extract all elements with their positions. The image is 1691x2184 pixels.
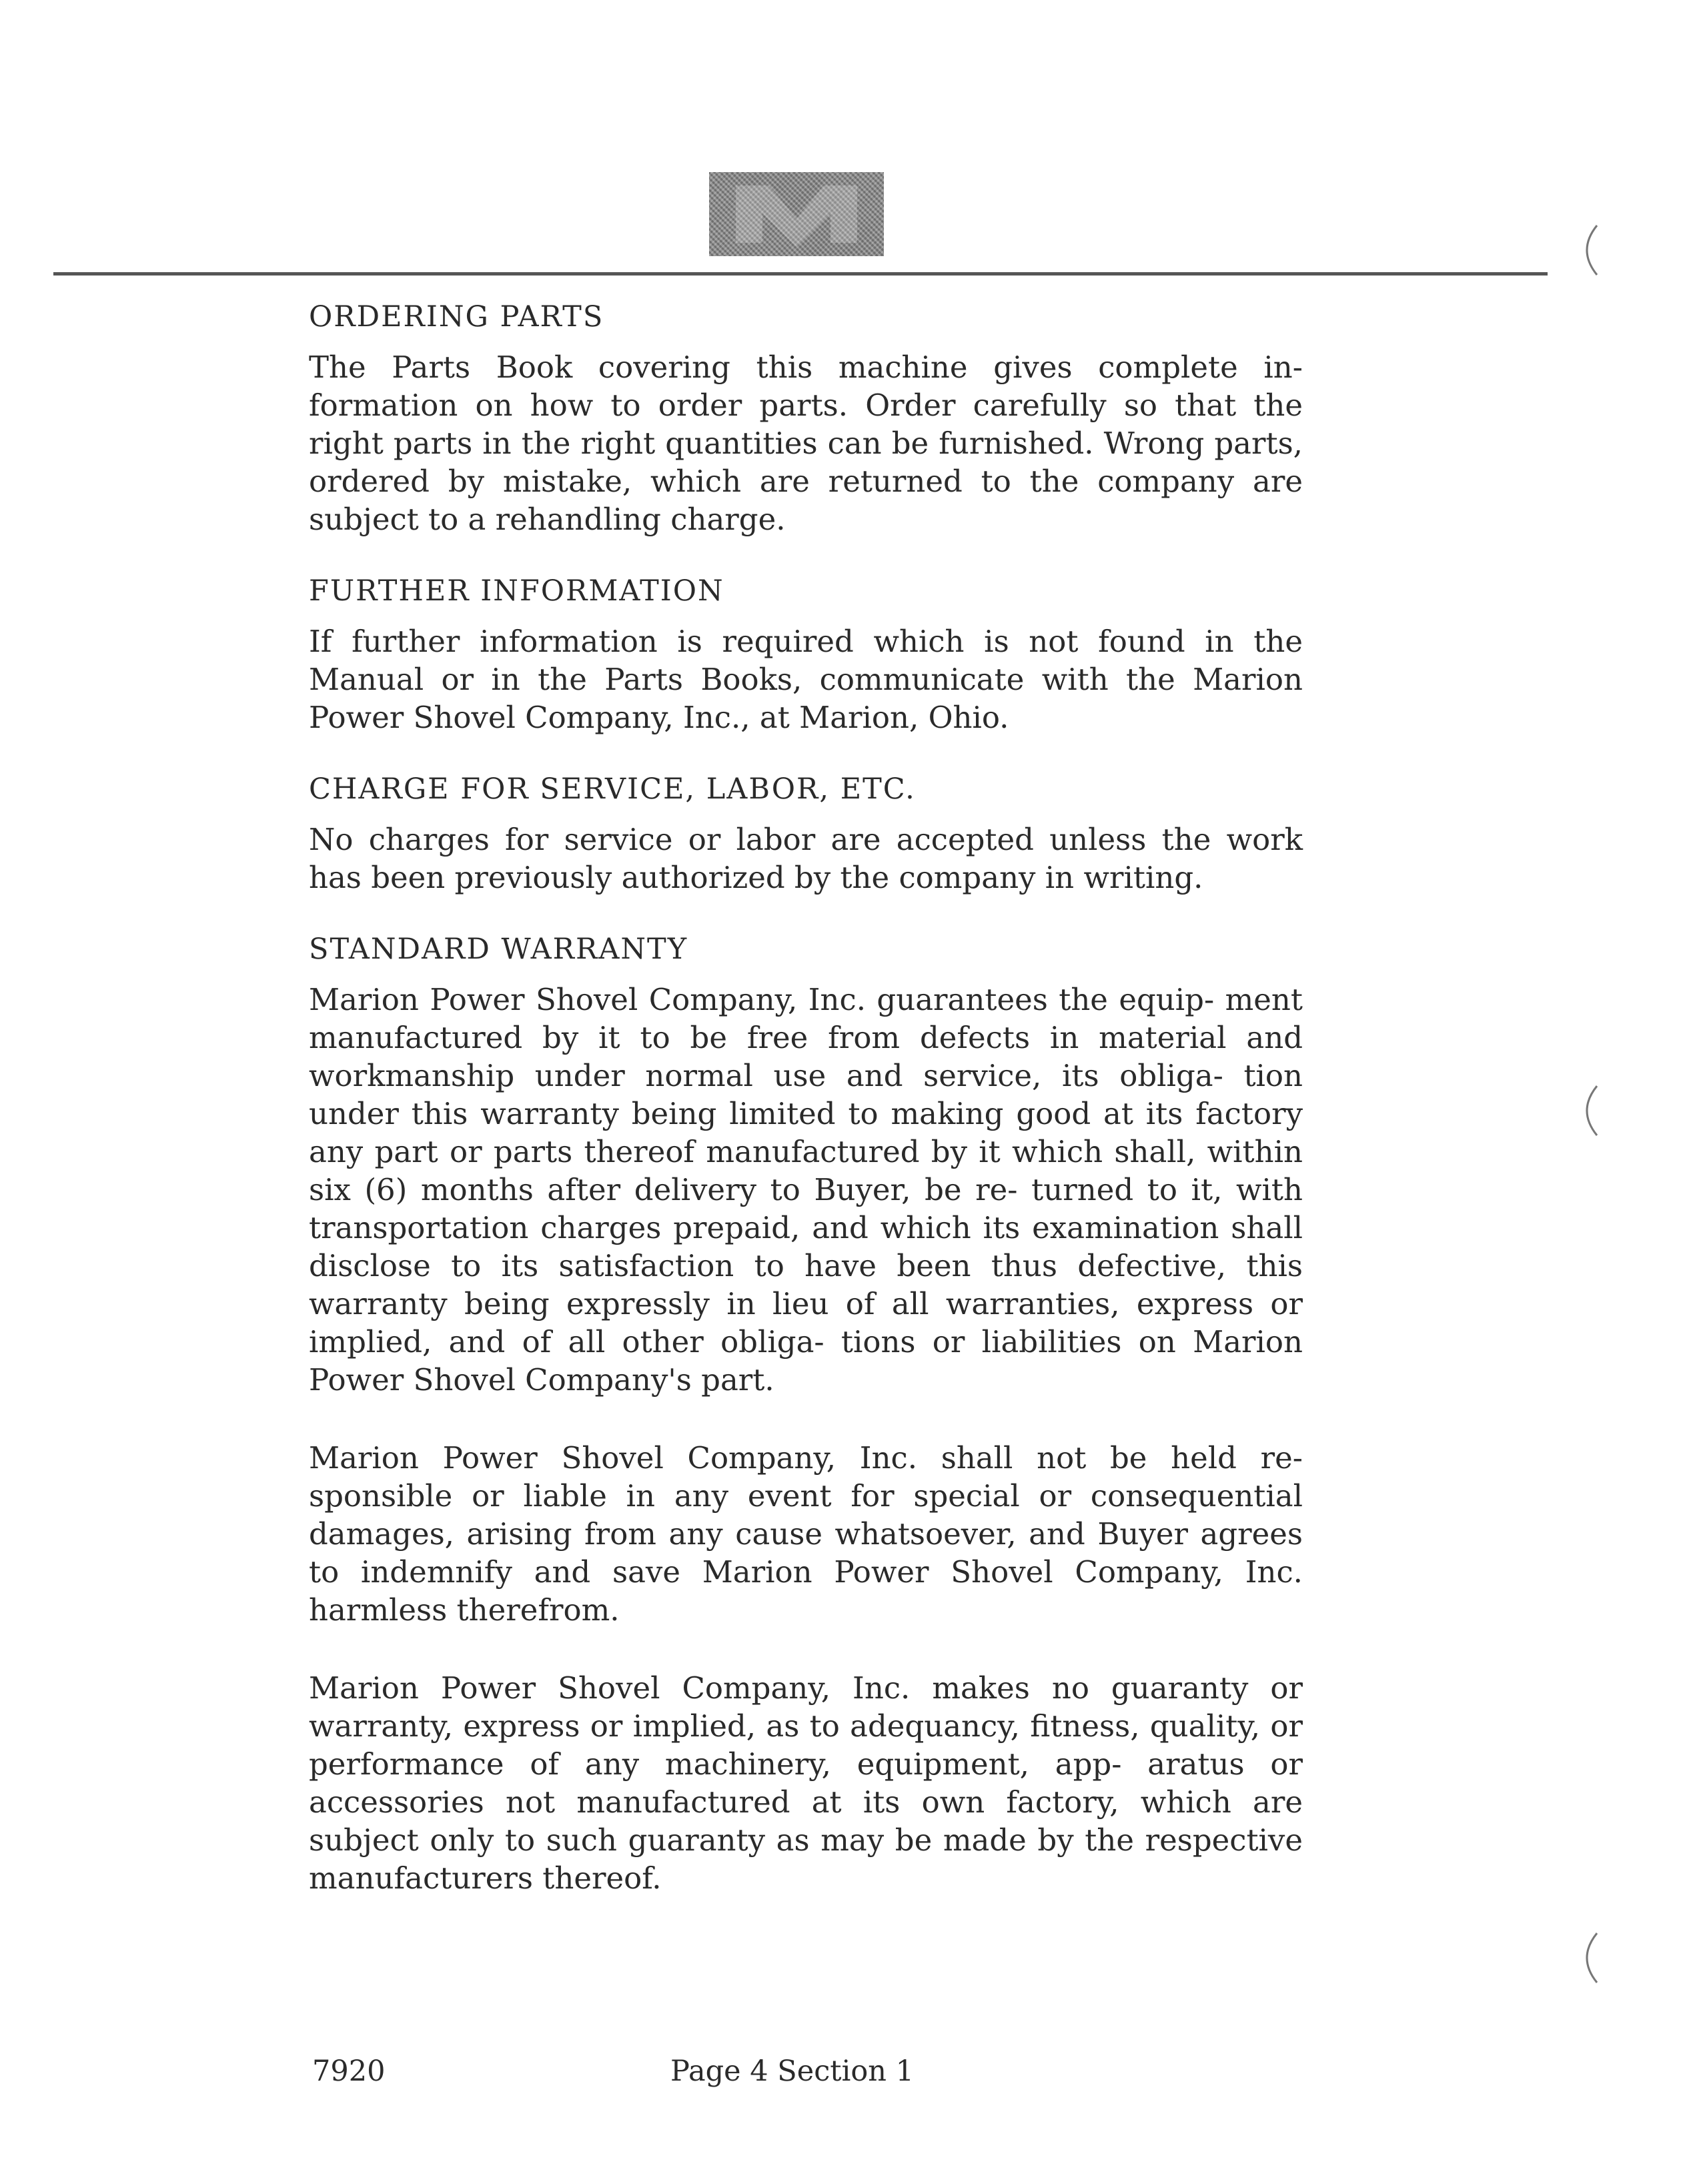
section-paragraph: The Parts Book covering this machine gives complete in- formation on how to order parts. Order carefully so that the right parts in the right quantities can be furnished. Wrong parts, ordered by mistake, which are returned to the company are subject to a rehandling charge. (309, 349, 1303, 537)
punch-hole-mark-icon (1574, 1928, 1601, 1988)
section-standard-warranty (309, 931, 1303, 1897)
section-paragraph: Marion Power Shovel Company, Inc. guarantees the equip- ment manufactured by it to be free from defects in material and workmanship under normal use and service, its obliga- tion under this warranty being limited to making good at its factory any part or parts thereof manufactured by it which shall, within six (6) months after delivery to Buyer, be re- turned to it, with transportation charges prepaid, and which its examination shall disclose to its satisfaction to have been thus defective, this warranty being expressly in lieu of all warranties, express or implied, and of all other obliga- tions or liabilities on Marion Power Shovel Company's part. (309, 981, 1303, 1398)
section-heading: ORDERING PARTS (309, 300, 604, 334)
document-body (309, 299, 1303, 1897)
section-further-information (309, 573, 1303, 736)
section-paragraph: If further information is required which is not found in the Manual or in the Parts Books, communicate with the Marion Power Shovel Company, Inc., at Marion, Ohio. (309, 623, 1303, 735)
page-number: Page 4 Section 1 (670, 2055, 914, 2088)
company-logo (709, 172, 884, 256)
document-code: 7920 (312, 2055, 386, 2088)
section-charge-for-service (309, 771, 1303, 897)
section-heading: CHARGE FOR SERVICE, LABOR, ETC. (309, 772, 916, 806)
section-paragraph: Marion Power Shovel Company, Inc. shall not be held re- sponsible or liable in any event for special or consequential damages, arising from any cause whatsoever, and Buyer agrees to indemnify and save Marion Power Shovel Company, Inc. harmless therefrom. (309, 1440, 1303, 1628)
header-rule (53, 272, 1548, 276)
punch-hole-mark-icon (1574, 220, 1601, 280)
section-heading: FURTHER INFORMATION (309, 574, 724, 608)
m-logo-icon (709, 172, 884, 256)
section-ordering-parts (309, 299, 1303, 538)
section-heading: STANDARD WARRANTY (309, 932, 688, 966)
punch-hole-mark-icon (1574, 1081, 1601, 1141)
section-paragraph: No charges for service or labor are accepted unless the work has been previously authorized by the company in writing. (309, 821, 1303, 895)
section-paragraph: Marion Power Shovel Company, Inc. makes no guaranty or warranty, express or implied, as to adequancy, fitness, quality, or performance of any machinery, equipment, app- aratus or accessories not manufactured at its own factory, which are subject only to such guaranty as may be made by the respective manufacturers thereof. (309, 1670, 1303, 1896)
